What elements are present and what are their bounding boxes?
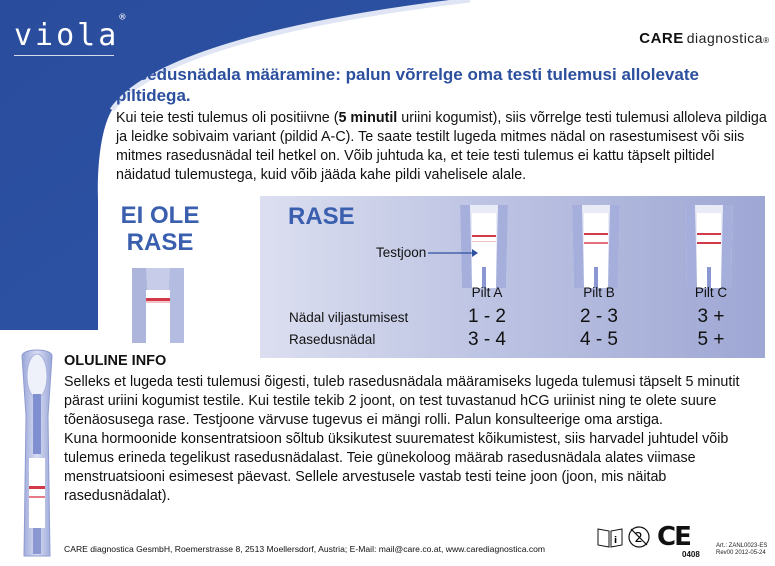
article-number: Art.: ZANL0023-ES Rev00 2012-05-24 [716, 543, 768, 556]
value-a-conception: 1 - 2 [467, 306, 507, 327]
value-c-conception: 3 + [697, 306, 725, 327]
value-b-pregnancy: 4 - 5 [579, 329, 619, 350]
do-not-reuse-icon [627, 525, 651, 549]
ce-number: 0408 [682, 550, 700, 559]
logo-underline [14, 55, 114, 56]
regulatory-icons [597, 522, 690, 552]
arrow-right-icon [428, 247, 478, 259]
important-info-title: OLULINE INFO [64, 353, 167, 369]
book-info-icon [597, 526, 623, 548]
viola-logo: viola® [14, 12, 126, 53]
svg-text:i: i [614, 536, 618, 546]
test-strip-b [570, 205, 622, 288]
intro-paragraph: Kui teie testi tulemus oli positiivne (5 minutil uriini kogumist), siis võrrelge testi tulemusi alloleva pildiga ja leidke sobivaim variant (pildid A-C). Te saate testilt lugeda mitmes nädal on rasestumisest või siis mitmes rasedusnädal teil hetkel on. Võib juhtuda ka, et teie testi tulemus ei kattu täpselt piltidel näidatud tulemustega, kuid võib jääda kahe pildi vahelisele alale. [116, 110, 767, 183]
picture-label-c: Pilt C [694, 285, 728, 300]
ce-mark: CE [657, 522, 690, 552]
row-label-pregnancy-week: Rasedusnädal [289, 332, 376, 347]
pregnant-label: RASE [288, 203, 355, 230]
testline-label: Testjoon [376, 245, 427, 260]
care-diagnostica-logo: CARE diagnostica ® [639, 30, 769, 47]
picture-label-a: Pilt A [471, 285, 503, 300]
test-strip-c [683, 205, 735, 288]
svg-text:2: 2 [634, 531, 643, 546]
not-pregnant-label: EI OLE RASE [120, 202, 200, 256]
footer-contact: CARE diagnostica GesmbH, Roemerstrasse 8, 2513 Moellersdorf, Austria; E-Mail: mail@care.co.at, www.carediagnostica.com [64, 544, 546, 554]
picture-label-b: Pilt B [583, 285, 615, 300]
test-device-illustration [14, 346, 60, 560]
value-b-conception: 2 - 3 [579, 306, 619, 327]
row-label-weeks-since-conception: Nädal viljastumisest [289, 310, 409, 325]
important-info-text: Selleks et lugeda testi tulemusi õigesti, tuleb rasedusnädala määramiseks lugeda tulemusi täpselt 5 minutit pärast uriini kogumist testile. Kui testile tekib 2 joont, on test tuvastanud hCG uriinist ning te olete suure tõenäosusega rase. Testjoone värvuse tugevus ei mängi rolli. Palun konsulteerige oma arstiga. Kuna hormoonide konsentratsioon sõltub üksikutest suurematest kõikumistest, siis harvadel juhtudel võib tulemus erineda tegelikust rasedusnädalast. Teie günekoloog määrab rasedusnädala alates viimase menstruatsiooni esimesest päevast. Sellele arvestusele vastab testi teine joon (joon, mis näitab rasedusnädalat). [64, 374, 740, 504]
value-c-pregnancy: 5 + [697, 329, 725, 350]
value-a-pregnancy: 3 - 4 [467, 329, 507, 350]
page-title: Rasedusnädala määramine: palun võrrelge oma testi tulemusi allolevate piltidega. [116, 65, 699, 105]
negative-test-strip [128, 268, 188, 343]
